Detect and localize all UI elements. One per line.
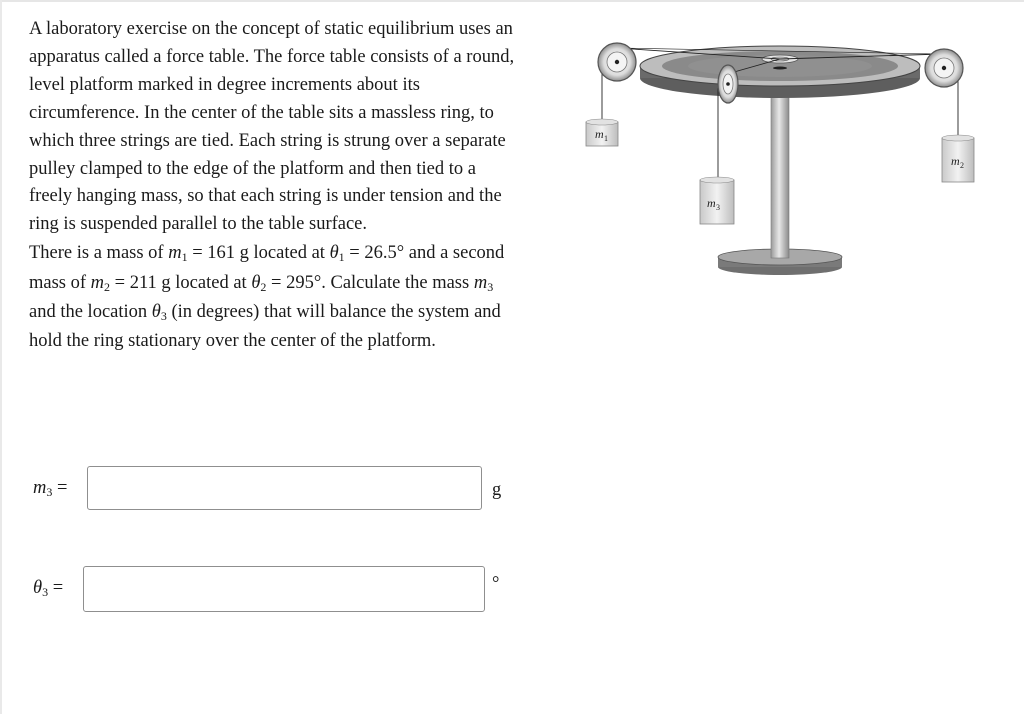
m3-unit-label: g	[492, 480, 502, 500]
m3-subscript: 3	[487, 279, 494, 294]
theta3-answer-subscript: 3	[42, 585, 49, 599]
pulley-2	[925, 49, 963, 87]
given-text-end: (in degrees) that will balance the system and hold the ring stationary over the center of the platform.	[29, 302, 501, 352]
theta1-symbol: θ	[329, 243, 339, 264]
given-text-eq5: and the location	[29, 302, 152, 323]
given-text-eq2: = 26.5° and a second mass of	[29, 243, 505, 293]
theta3-unit-label: °	[492, 574, 500, 594]
given-text-eq1: = 161 g located at	[187, 243, 330, 264]
pulley-1	[598, 43, 636, 81]
given-text-a: There is a mass of	[29, 243, 169, 264]
theta2-subscript: 2	[260, 279, 267, 294]
problem-statement	[29, 16, 519, 357]
m2-subscript: 2	[104, 279, 111, 294]
m3-answer-equals: =	[52, 478, 68, 498]
problem-paragraph-given	[29, 239, 519, 357]
mass-m1-subscript: 1	[604, 134, 608, 143]
m3-answer-subscript: 3	[46, 485, 53, 499]
page-frame-top	[0, 0, 1024, 2]
problem-paragraph-intro: A laboratory exercise on the concept of static equilibrium uses an apparatus called a force table. The force table consists of a round, level platform marked in degree increments about its circumference. In the center of the table sits a massless ring, to which three strings are tied. Each string is strung over a separate pulley clamped to the edge of the platform and then tied to a freely hanging mass, so that each string is under tension and the ring is suspended parallel to the table surface.	[29, 19, 515, 235]
theta3-answer-input[interactable]	[83, 566, 485, 612]
given-text-eq4: = 295°. Calculate the mass	[266, 272, 474, 293]
theta3-subscript: 3	[160, 309, 167, 324]
m2-symbol: m	[90, 272, 105, 293]
pulley-3	[718, 65, 738, 103]
mass-m3-subscript: 3	[716, 203, 720, 212]
theta3-symbol: θ	[151, 302, 161, 323]
answer-row-m3	[0, 466, 520, 514]
m3-answer-symbol: m	[33, 478, 47, 498]
table-pole	[771, 92, 789, 258]
theta3-answer-equals: =	[48, 578, 64, 598]
theta1-subscript: 1	[338, 250, 345, 265]
m1-subscript: 1	[181, 250, 188, 265]
m1-symbol: m	[168, 243, 182, 264]
theta3-answer-symbol: θ	[33, 578, 43, 598]
mass-m3-label: m	[707, 196, 716, 210]
m3-symbol: m	[473, 272, 488, 293]
mass-m2-label: m	[951, 154, 960, 168]
m3-answer-label	[33, 478, 67, 499]
mass-m2-subscript: 2	[960, 161, 964, 170]
answer-row-theta3	[0, 566, 520, 614]
m3-answer-input[interactable]	[87, 466, 482, 510]
theta2-symbol: θ	[251, 272, 261, 293]
mass-m3	[700, 177, 734, 224]
mass-m2	[942, 135, 974, 182]
given-text-eq3: = 211 g located at	[110, 272, 252, 293]
force-table-diagram	[580, 30, 1000, 290]
table-platform	[640, 46, 920, 98]
mass-m1	[586, 119, 618, 146]
mass-m1-label: m	[595, 127, 604, 141]
theta3-answer-label	[33, 578, 63, 599]
